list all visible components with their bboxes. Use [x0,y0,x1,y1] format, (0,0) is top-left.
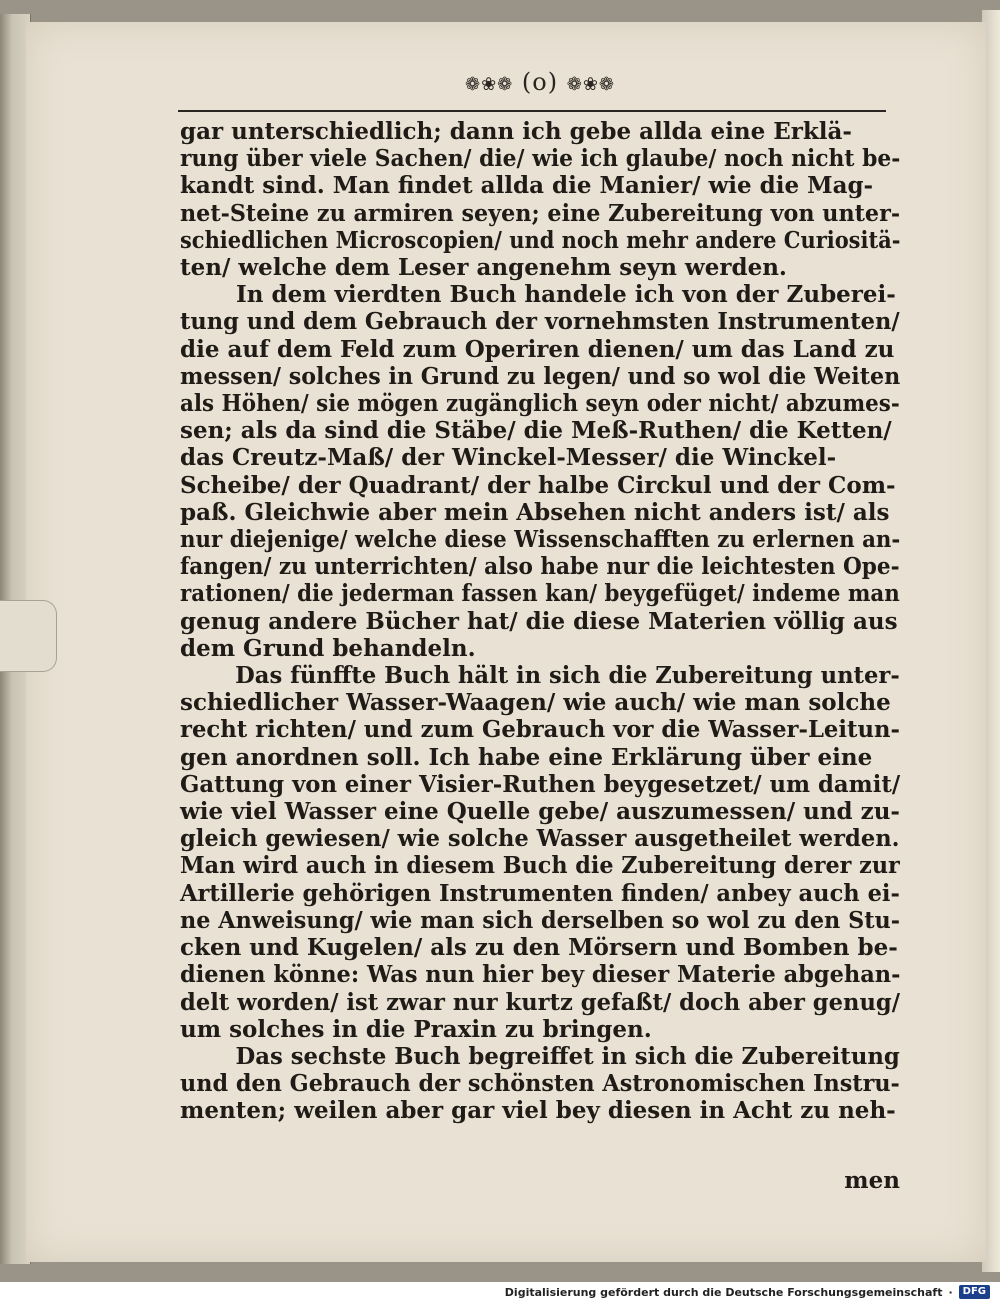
text-line: wie viel Wasser eine Quelle gebe/ auszumessen/ und zu- [180,798,900,826]
text-line: delt worden/ ist zwar nur kurtz gefaßt/ doch aber genug/ [180,988,900,1016]
text-line: gleich gewiesen/ wie solche Wasser ausgetheilet werden. [180,825,900,853]
text-line: recht richten/ und zum Gebrauch vor die Wasser-Leitun- [180,716,900,744]
footer-text: Digitalisierung gefördert durch die Deutsche Forschungsgemeinschaft [504,1285,943,1299]
page-body-text [180,118,900,1125]
text-line: Man wird auch in diesem Buch die Zubereitung derer zur [180,852,900,880]
text-line: fangen/ zu unterrichten/ also habe nur die leichtesten Ope- [180,553,900,581]
page-header [440,68,640,108]
text-line: gen anordnen soll. Ich habe eine Erklärung über eine [180,743,873,771]
text-line: ne Anweisung/ wie man sich derselben so wol zu den Stu- [180,906,901,934]
text-line: sen; als da sind die Stäbe/ die Meß-Ruthen/ die Ketten/ [180,417,892,445]
header-rule [178,110,886,112]
right-ornament-icon: ❁❀❁ [566,74,615,95]
text-line: rationen/ die jederman fassen kan/ beygefüget/ indeme man [180,580,900,608]
digitization-footer: Digitalisierung gefördert durch die Deutsche Forschungsgemeinschaft · DFG [505,1284,990,1300]
text-line: als Höhen/ sie mögen zugänglich seyn oder nicht/ abzumes- [180,390,900,418]
text-line: um solches in die Praxin zu bringen. [180,1015,652,1043]
left-ornament-icon: ❁❀❁ [465,74,514,95]
text-line: messen/ solches in Grund zu legen/ und so wol die Weiten [180,362,901,390]
text-line: das Creutz-Maß/ der Winckel-Messer/ die Winckel- [180,444,837,472]
text-line: paß. Gleichwie aber mein Absehen nicht anders ist/ als [180,498,890,526]
text-line: net-Steine zu armiren seyen; eine Zubereitung von unter- [180,199,901,227]
text-line: und den Gebrauch der schönsten Astronomischen Instru- [180,1070,900,1098]
page-mark: (o) [521,68,559,96]
text-line: dem Grund behandeln. [180,634,476,662]
text-line: schiedlicher Wasser-Waagen/ wie auch/ wie man solche [180,689,891,717]
text-line: Scheibe/ der Quadrant/ der halbe Circkul und der Com- [180,471,896,499]
text-line: gar unterschiedlich; dann ich gebe allda eine Erklä- [180,118,852,145]
text-line: kandt sind. Man findet allda die Manier/ wie die Mag- [180,172,874,200]
text-line: Gattung von einer Visier-Ruthen beygesetzet/ um damit/ [180,770,901,798]
text-line: menten; weilen aber gar viel bey diesen in Acht zu neh- [180,1097,896,1125]
text-line: nur diejenige/ welche diese Wissenschafften zu erlernen an- [180,526,901,554]
text-line: Das fünffte Buch hält in sich die Zubereitung unter- [235,662,900,690]
text-line: die auf dem Feld zum Operiren dienen/ um das Land zu [180,335,895,363]
text-line: ten/ welche dem Leser angenehm seyn werden. [180,254,787,282]
text-line: Das sechste Buch begreiffet in sich die Zubereitung [235,1042,900,1070]
text-line: In dem vierdten Buch handele ich von der Zuberei- [236,281,896,309]
text-line: rung über viele Sachen/ die/ wie ich glaube/ noch nicht be- [180,145,901,173]
text-line: dienen könne: Was nun hier bey dieser Materie abgehan- [180,961,901,989]
cover-tab [0,600,57,672]
catchword: men [844,1167,900,1194]
text-line: tung und dem Gebrauch der vornehmsten Instrumenten/ [180,308,900,336]
text-line: schiedlichen Microscopien/ und noch mehr andere Curiositä- [180,226,901,254]
text-line: genug andere Bücher hat/ die diese Materien völlig aus [180,607,898,635]
dfg-logo-icon: DFG [959,1285,990,1299]
text-line: cken und Kugelen/ als zu den Mörsern und Bomben be- [180,934,898,962]
text-line: Artillerie gehörigen Instrumenten finden/ anbey auch ei- [180,879,900,907]
